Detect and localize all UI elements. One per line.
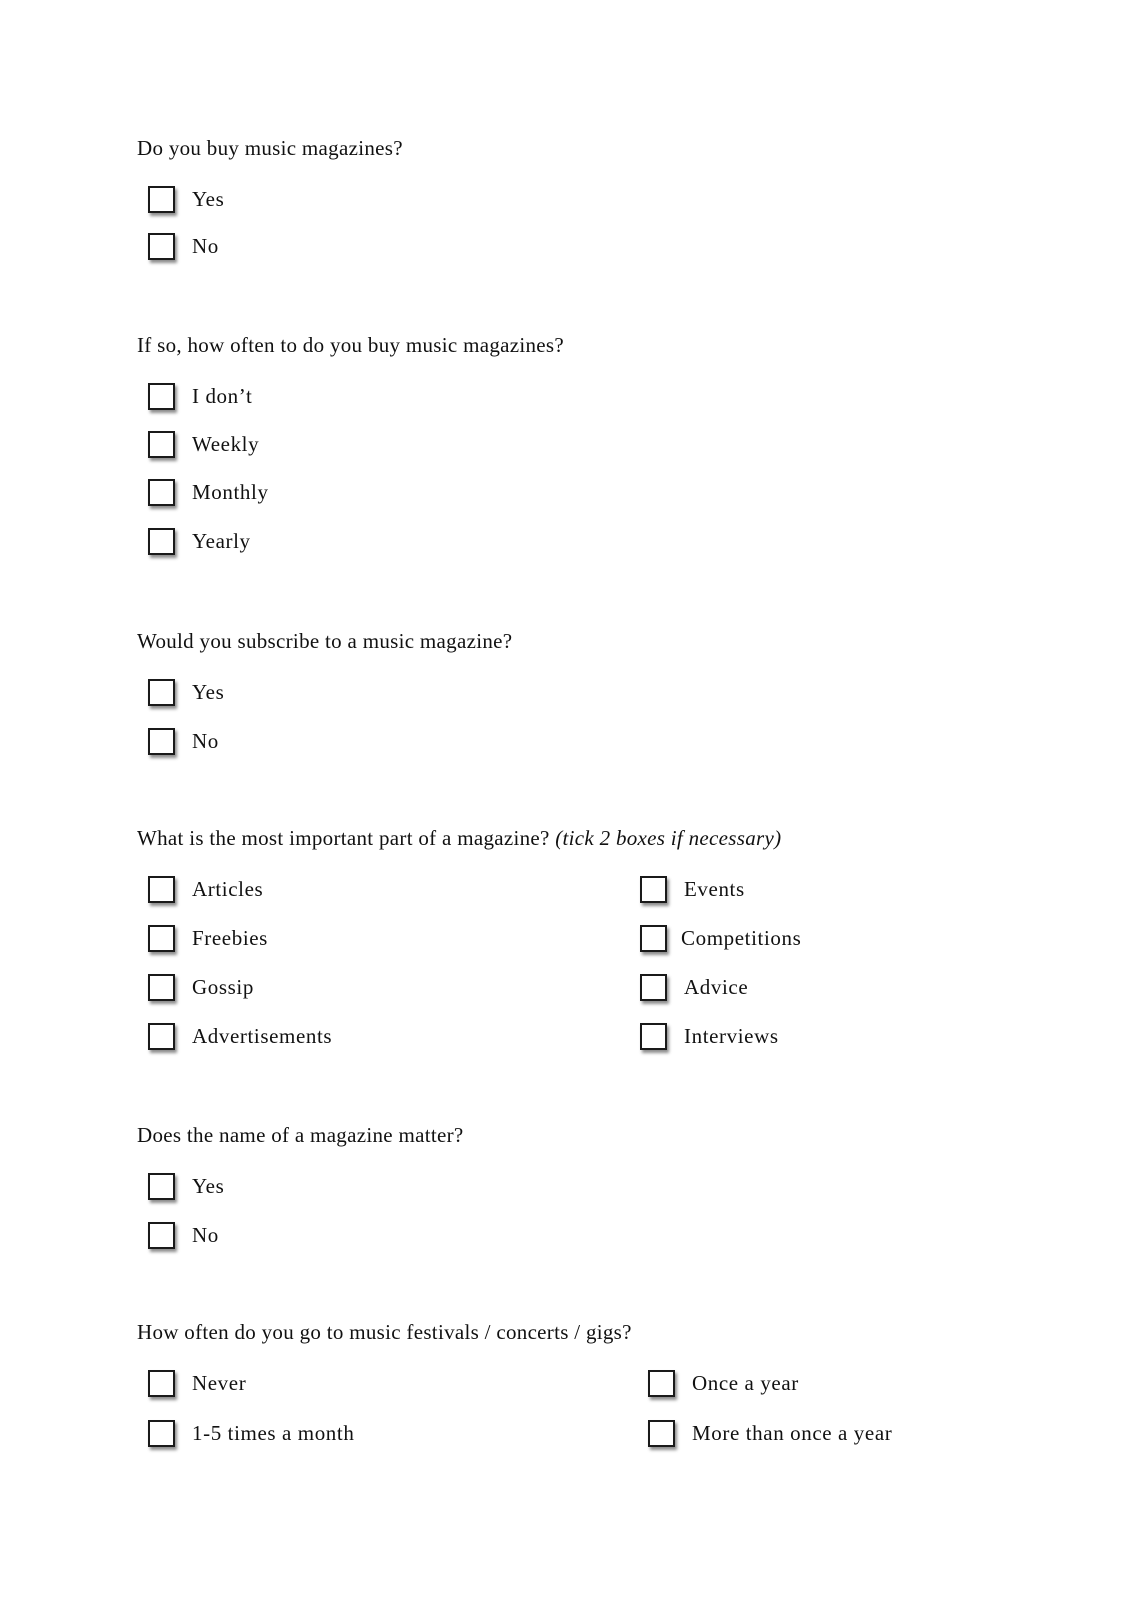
checkbox[interactable] [148, 479, 175, 506]
checkbox[interactable] [148, 1370, 175, 1397]
checkbox[interactable] [148, 1023, 175, 1050]
checkbox[interactable] [148, 528, 175, 555]
checkbox[interactable] [148, 186, 175, 213]
option-q4-articles[interactable]: Articles [148, 874, 263, 904]
checkbox[interactable] [148, 1420, 175, 1447]
option-q4-events[interactable]: Events [640, 874, 745, 904]
question-note: (tick 2 boxes if necessary) [555, 826, 782, 850]
option-q2-weekly[interactable]: Weekly [148, 429, 259, 459]
checkbox[interactable] [148, 974, 175, 1001]
checkbox[interactable] [148, 233, 175, 260]
checkbox[interactable] [148, 679, 175, 706]
checkbox[interactable] [148, 925, 175, 952]
checkbox[interactable] [148, 383, 175, 410]
checkbox[interactable] [640, 974, 667, 1001]
question-buy-magazines: Do you buy music magazines? [137, 136, 403, 160]
checkbox[interactable] [640, 925, 667, 952]
option-q4-competitions[interactable]: Competitions [640, 923, 801, 953]
option-q1-no[interactable]: No [148, 231, 219, 261]
checkbox[interactable] [148, 728, 175, 755]
option-q1-yes[interactable]: Yes [148, 184, 224, 214]
option-q5-no[interactable]: No [148, 1220, 219, 1250]
checkbox[interactable] [640, 876, 667, 903]
option-q5-yes[interactable]: Yes [148, 1171, 224, 1201]
option-q2-dont[interactable]: I don’t [148, 381, 252, 411]
option-q4-advertisements[interactable]: Advertisements [148, 1021, 332, 1051]
option-q4-advice[interactable]: Advice [640, 972, 748, 1002]
option-q4-interviews[interactable]: Interviews [640, 1021, 779, 1051]
option-q6-1-5-month[interactable]: 1-5 times a month [148, 1418, 354, 1448]
question-buy-frequency: If so, how often to do you buy music magazines? [137, 333, 565, 357]
checkbox[interactable] [148, 431, 175, 458]
question-important-part: What is the most important part of a magazine? (tick 2 boxes if necessary) [137, 826, 782, 850]
option-q4-gossip[interactable]: Gossip [148, 972, 254, 1002]
question-festivals: How often do you go to music festivals / concerts / gigs? [137, 1320, 632, 1344]
question-subscribe: Would you subscribe to a music magazine? [137, 629, 513, 653]
checkbox[interactable] [640, 1023, 667, 1050]
option-q3-no[interactable]: No [148, 726, 219, 756]
option-q3-yes[interactable]: Yes [148, 677, 224, 707]
checkbox[interactable] [648, 1420, 675, 1447]
option-q2-yearly[interactable]: Yearly [148, 526, 251, 556]
question-name-matters: Does the name of a magazine matter? [137, 1123, 464, 1147]
checkbox[interactable] [648, 1370, 675, 1397]
option-q6-more-than-once-year[interactable]: More than once a year [648, 1418, 892, 1448]
checkbox[interactable] [148, 1222, 175, 1249]
option-q6-never[interactable]: Never [148, 1368, 246, 1398]
checkbox[interactable] [148, 1173, 175, 1200]
checkbox[interactable] [148, 876, 175, 903]
option-q4-freebies[interactable]: Freebies [148, 923, 268, 953]
option-q2-monthly[interactable]: Monthly [148, 477, 269, 507]
option-q6-once-year[interactable]: Once a year [648, 1368, 799, 1398]
